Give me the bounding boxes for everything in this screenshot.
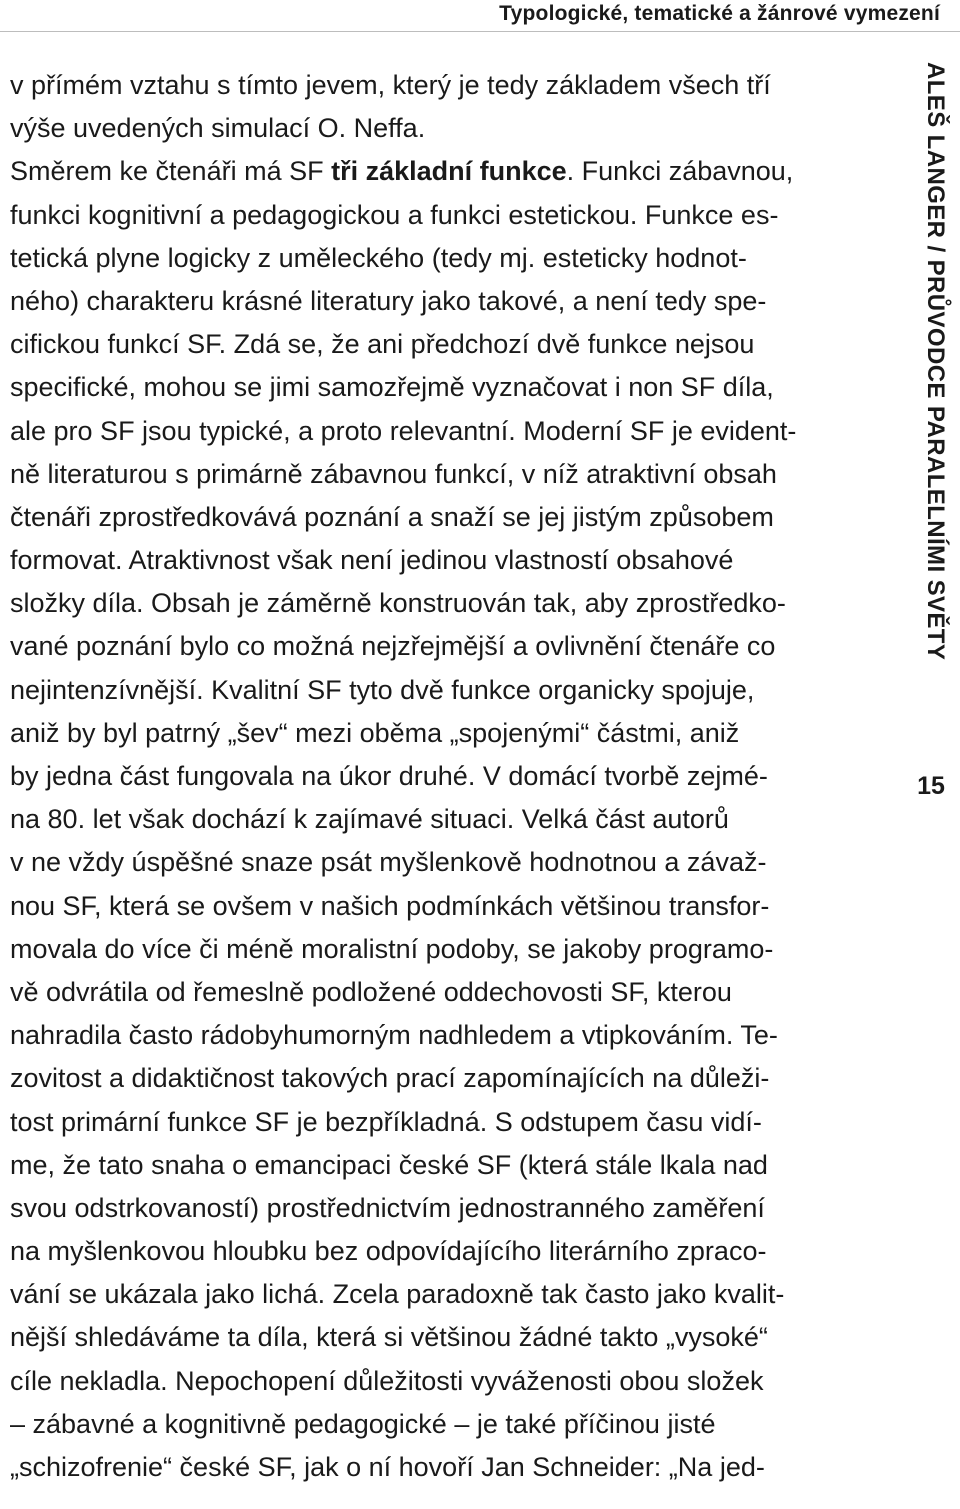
- line-text: vě odvrátila od řemeslně podložené oddechovosti SF, kterou: [10, 976, 732, 1007]
- line-text: svou odstrkovaností) prostřednictvím jednostranného zaměření: [10, 1192, 765, 1223]
- line-text: formovat. Atraktivnost však není jedinou vlastností obsahové: [10, 545, 734, 576]
- text-line: [10, 582, 890, 625]
- text-line: [10, 1230, 890, 1273]
- line-text: funkci kognitivní a pedagogickou a funkci estetickou. Funkce es-: [10, 199, 779, 230]
- line-text: složky díla. Obsah je záměrně konstruován tak, aby zprostředko-: [10, 588, 786, 619]
- text-line: [10, 366, 890, 409]
- text-line: [10, 194, 890, 237]
- book-title-vertical: ALEŠ LANGER / PRŮVODCE PARALELNÍMI SVĚTY: [922, 62, 949, 661]
- text-line: [10, 496, 890, 539]
- text-line: [10, 323, 890, 366]
- text-line: [10, 1057, 890, 1100]
- line-text: – zábavné a kognitivně pedagogické – je také příčinou jisté: [10, 1408, 716, 1439]
- line-text: vané poznání bylo co možná nejzřejmější a ovlivnění čtenáře co: [10, 631, 776, 662]
- text-line: [10, 625, 890, 668]
- text-line: [10, 453, 890, 496]
- line-text: výše uvedených simulací O. Neffa.: [10, 113, 426, 144]
- text-line: [10, 669, 890, 712]
- line-text: ale pro SF jsou typické, a proto relevantní. Moderní SF je evident-: [10, 415, 797, 446]
- body-paragraph: [10, 64, 890, 1489]
- text-line: [10, 1187, 890, 1230]
- text-line: [10, 280, 890, 323]
- line-text: ně literaturou s primárně zábavnou funkcí, v níž atraktivní obsah: [10, 458, 777, 489]
- text-line: [10, 1014, 890, 1057]
- text-line: [10, 971, 890, 1014]
- line-text: čtenáři zprostředkovává poznání a snaží se jej jistým způsobem: [10, 501, 774, 532]
- text-line: [10, 150, 890, 193]
- line-text: nou SF, která se ovšem v našich podmínkách většinou transfor-: [10, 890, 770, 921]
- line-text: Směrem ke čtenáři má SF: [10, 156, 332, 187]
- text-line: [10, 1101, 890, 1144]
- text-line: [10, 107, 890, 150]
- line-text: . Funkci zábavnou,: [566, 156, 794, 187]
- line-text: tetická plyne logicky z uměleckého (tedy mj. esteticky hodnot-: [10, 242, 747, 273]
- line-text: nahradila často rádobyhumorným nadhledem a vtipkováním. Te-: [10, 1020, 778, 1051]
- line-text: „schizofrenie“ české SF, jak o ní hovoří Jan Schneider: „Na jed-: [10, 1452, 765, 1482]
- text-line: [10, 1403, 890, 1446]
- line-text: na myšlenkovou hloubku bez odpovídajícího literárního zpraco-: [10, 1236, 767, 1267]
- line-text: nejintenzívnější. Kvalitní SF tyto dvě funkce organicky spojuje,: [10, 674, 755, 705]
- line-text: ného) charakteru krásné literatury jako takové, a není tedy spe-: [10, 285, 767, 316]
- line-text: by jedna část fungovala na úkor druhé. V domácí tvorbě zejmé-: [10, 761, 768, 791]
- line-text: me, že tato snaha o emancipaci české SF (která stále lkala nad: [10, 1149, 768, 1180]
- line-text: specifické, mohou se jimi samozřejmě vyznačovat i non SF díla,: [10, 372, 774, 403]
- page-number: 15: [917, 772, 945, 800]
- line-text: vání se ukázala jako lichá. Zcela paradoxně tak často jako kvalit-: [10, 1279, 785, 1310]
- line-text: aniž by byl patrný „šev“ mezi oběma „spojenými“ částmi, aniž: [10, 717, 740, 748]
- text-line: [10, 64, 890, 107]
- text-line: [10, 410, 890, 453]
- text-line: [10, 1446, 890, 1489]
- line-text: v ne vždy úspěšné snaze psát myšlenkově hodnotnou a závaž-: [10, 847, 767, 878]
- line-text: v přímém vztahu s tímto jevem, který je tedy základem všech tří: [10, 70, 771, 100]
- text-line: [10, 928, 890, 971]
- emphasis-text: tři základní funkce: [331, 156, 567, 187]
- text-line: [10, 237, 890, 280]
- line-text: movala do více či méně moralistní podoby, se jakoby programo-: [10, 933, 774, 964]
- text-line: [10, 885, 890, 928]
- text-line: [10, 539, 890, 582]
- line-text: na 80. let však dochází k zajímavé situaci. Velká část autorů: [10, 804, 729, 835]
- text-line: [10, 798, 890, 841]
- text-line: [10, 1273, 890, 1316]
- line-text: nější shledáváme ta díla, která si většinou žádné takto „vysoké“: [10, 1322, 768, 1353]
- line-text: cifickou funkcí SF. Zdá se, že ani předchozí dvě funkce nejsou: [10, 329, 755, 360]
- text-line: [10, 712, 890, 755]
- text-line: [10, 1360, 890, 1403]
- text-line: [10, 755, 890, 798]
- line-text: tost primární funkce SF je bezpříkladná. S odstupem času vidí-: [10, 1106, 762, 1137]
- running-header-title: Typologické, tematické a žánrové vymezení: [499, 2, 940, 25]
- text-line: [10, 841, 890, 884]
- line-text: zovitost a didaktičnost takových prací zapomínajících na důleži-: [10, 1063, 770, 1094]
- text-line: [10, 1144, 890, 1187]
- header-divider: [0, 31, 960, 32]
- text-line: [10, 1316, 890, 1359]
- line-text: cíle nekladla. Nepochopení důležitosti vyváženosti obou složek: [10, 1365, 764, 1396]
